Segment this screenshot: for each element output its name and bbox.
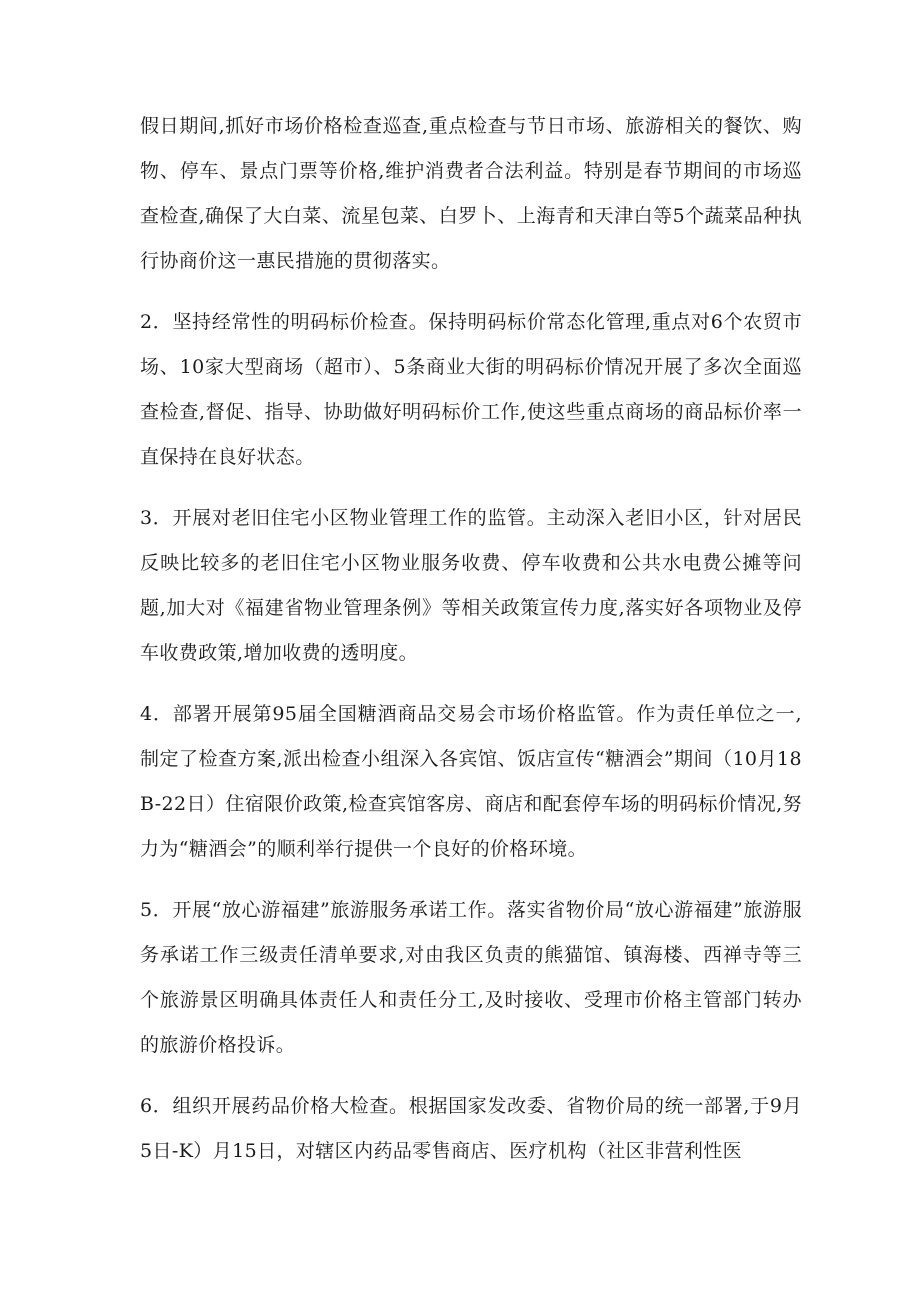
paragraph-price-tag-inspection: 2．坚持经常性的明码标价检查。保持明码标价常态化管理,重点对6个农贸市场、10家大型商场（超市）、5条商业大街的明码标价情况开展了多次全面巡查检查,督促、指导、协助做好明码标价工作,使这些重点商场的商品标价率一直保持在良好状态。 bbox=[140, 311, 802, 468]
paragraph-holiday-inspection: 假日期间,抓好市场价格检查巡查,重点检查与节日市场、旅游相关的餐饮、购物、停车、景点门票等价格,维护消费者合法利益。特别是春节期间的市场巡查检查,确保了大白菜、流星包菜、白罗卜、上海青和天津白等5个蔬菜品种执行协商价这一惠民措施的贯彻落实。 bbox=[140, 115, 802, 272]
paragraph-drug-price-check: 6．组织开展药品价格大检查。根据国家发改委、省物价局的统一部署,于9月5日-K）月15日，对辖区内药品零售商店、医疗机构（社区非营利性医 bbox=[140, 1095, 802, 1162]
paragraph-sugar-wine-fair: 4．部署开展第95届全国糖酒商品交易会市场价格监管。作为责任单位之一,制定了检查方案,派出检查小组深入各宾馆、饭店宣传“糖酒会”期间（10月18B-22日）住宿限价政策,检查宾馆客房、商店和配套停车场的明码标价情况,努力为“糖酒会”的顺利举行提供一个良好的价格环境。 bbox=[140, 703, 802, 860]
paragraph-property-management: 3．开展对老旧住宅小区物业管理工作的监管。主动深入老旧小区，针对居民反映比较多的老旧住宅小区物业服务收费、停车收费和公共水电费公摊等问题,加大对《福建省物业管理条例》等相关政策宣传力度,落实好各项物业及停车收费政策,增加收费的透明度。 bbox=[140, 507, 802, 664]
paragraph-tourism-commitment: 5．开展“放心游福建”旅游服务承诺工作。落实省物价局“放心游福建”旅游服务承诺工作三级责任清单要求,对由我区负责的熊猫馆、镇海楼、西禅寺等三个旅游景区明确具体责任人和责任分工,及时接收、受理市价格主管部门转办的旅游价格投诉。 bbox=[140, 899, 802, 1056]
